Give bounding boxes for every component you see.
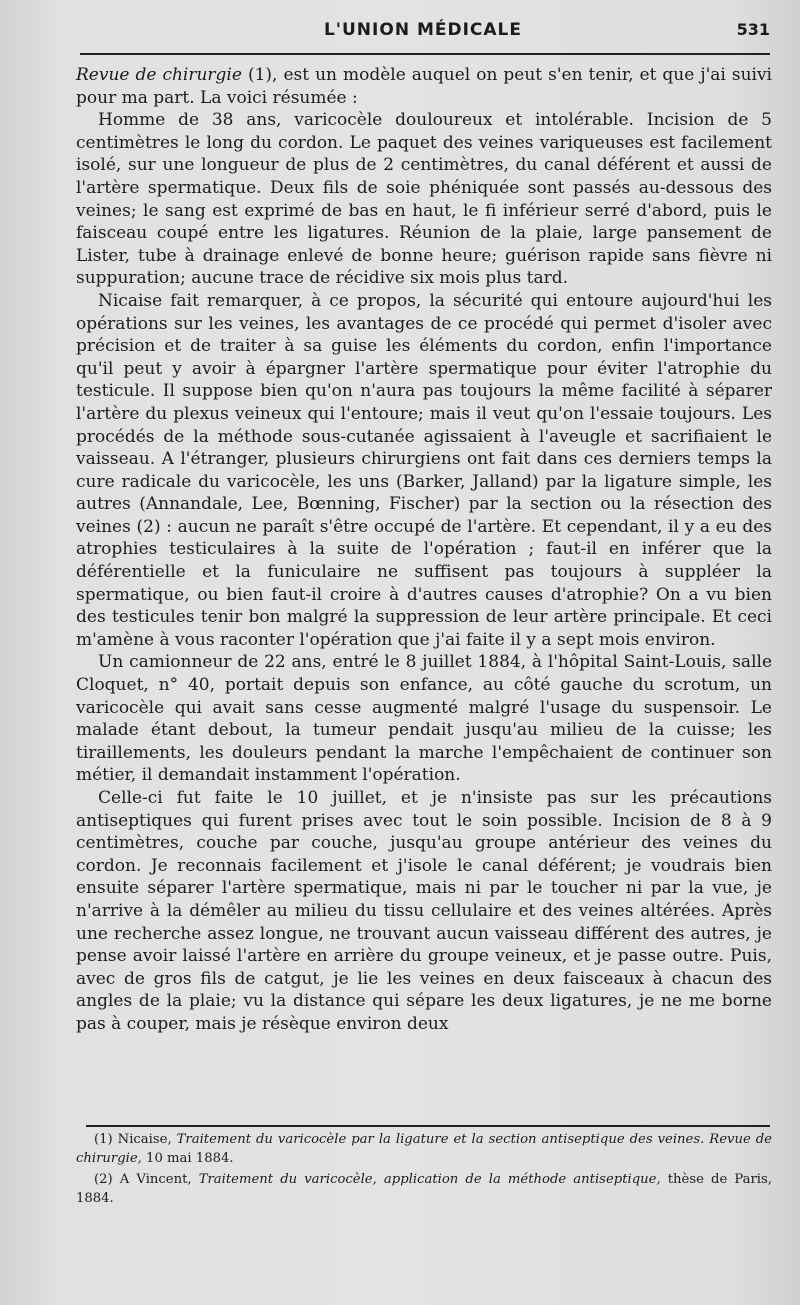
page-number: 531 [736,20,770,39]
journal-title: L'UNION MÉDICALE [323,20,523,40]
header-rule [80,53,770,55]
footnote-2-mark: (2) A Vincent, [94,1172,199,1187]
body-text [76,64,772,1036]
footnote-2 [76,1170,772,1208]
footnote-1 [76,1130,772,1168]
paragraph-5: Celle-ci fut faite le 10 juillet, et je n'insiste pas sur les précautions antiseptiques qui furent prises avec tout le soin possible. Incision de 8 à 9 centimètres, couche par couche, jusqu'au groupe antérieur des veines du cordon. Je reconnais facilement et j'isole le canal déférent; je voudrais bien ensuite séparer l'artère spermatique, mais ni par le toucher ni par la vue, je n'arrive à la démêler au milieu du tissu cellulaire et des veines altérées. Après une recherche assez longue, ne trouvant aucun vaisseau différent des autres, je pense avoir laissé l'artère en arrière du groupe veineux, et je passe outre. Puis, avec de gros fils de catgut, je lie les veines en deux faisceaux à chacun des angles de la plaie; vu la distance qui sépare les deux ligatures, je ne me borne pas à couper, mais je résèque environ deux [76,788,772,1034]
footnote-rule [86,1125,770,1127]
footnote-1-mark: (1) Nicaise, [94,1132,177,1147]
footnotes [76,1130,772,1210]
footnote-2-title: Traitement du varicocèle, application de la méthode antiseptique, [198,1172,661,1187]
paragraph-4: Un camionneur de 22 ans, entré le 8 juillet 1884, à l'hôpital Saint-Louis, salle Cloquet, n° 40, portait depuis son enfance, au côté gauche du scrotum, un varicocèle qui avait sans cesse augmenté malgré l'usage du suspensoir. Le malade étant debout, la tumeur pendait jusqu'au milieu de la cuisse; les tiraillements, les douleurs pendant la marche l'empêchaient de continuer son métier, il demandait instamment l'opération. [76,652,772,786]
paragraph-2: Homme de 38 ans, varicocèle douloureux et intolérable. Incision de 5 centimètres le long du cordon. Le paquet des veines variqueuses est facilement isolé, sur une longueur de plus de 2 centimètres, du canal déférent et aussi de l'artère spermatique. Deux fils de soie phéniquée sont passés au-dessous des veines; le sang est exprimé de bas en haut, le fi inférieur serré d'abord, puis le faisceau coupé entre les ligatures. Réunion de la plaie, large pansement de Lister, tube à drainage enlevé de bonne heure; guérison rapide sans fièvre ni suppuration; aucune trace de récidive six mois plus tard. [76,110,772,289]
paragraph-1-text: (1), est un modèle auquel on peut s'en tenir, et que j'ai suivi pour ma part. La voici résumée : [76,65,772,108]
running-head [76,20,770,46]
footnote-1-title: Traitement du varicocèle par la ligature et la section antiseptique des veines. Revue de chirurgie, [76,1132,772,1166]
paragraph-1 [76,64,772,109]
footnote-1-rest: 10 mai 1884. [141,1151,234,1166]
footnote-2-rest: thèse de Paris, 1884. [76,1172,772,1206]
journal-reference: Revue de chirurgie [76,65,242,85]
paragraph-3: Nicaise fait remarquer, à ce propos, la sécurité qui entoure aujourd'hui les opérations sur les veines, les avantages de ce procédé qui permet d'isoler avec précision et de traiter à sa guise les éléments du cordon, enfin l'importance qu'il peut y avoir à épargner l'artère spermatique pour éviter l'atrophie du testicule. Il suppose bien qu'on n'aura pas toujours la même facilité à séparer l'artère du plexus veineux qui l'entoure; mais il veut qu'on l'essaie toujours. Les procédés de la méthode sous-cutanée agissaient à l'aveugle et sacrifiaient le vaisseau. A l'étranger, plusieurs chirurgiens ont fait dans ces derniers temps la cure radicale du varicocèle, les uns (Barker, Jalland) par la ligature simple, les autres (Annandale, Lee, Bœnning, Fischer) par la section ou la résection des veines (2) : aucun ne paraît s'être occupé de l'artère. Et cependant, il y a eu des atrophies testiculaires à la suite de l'opération ; faut-il en inférer que la déférentielle et la funiculaire ne suffisent pas toujours à suppléer la spermatique, ou bien faut-il croire à d'autres causes d'atrophie? On a vu bien des testicules tenir bon malgré la suppression de leur artère principale. Et ceci m'amène à vous raconter l'opération que j'ai faite il y a sept mois environ. [76,290,772,650]
